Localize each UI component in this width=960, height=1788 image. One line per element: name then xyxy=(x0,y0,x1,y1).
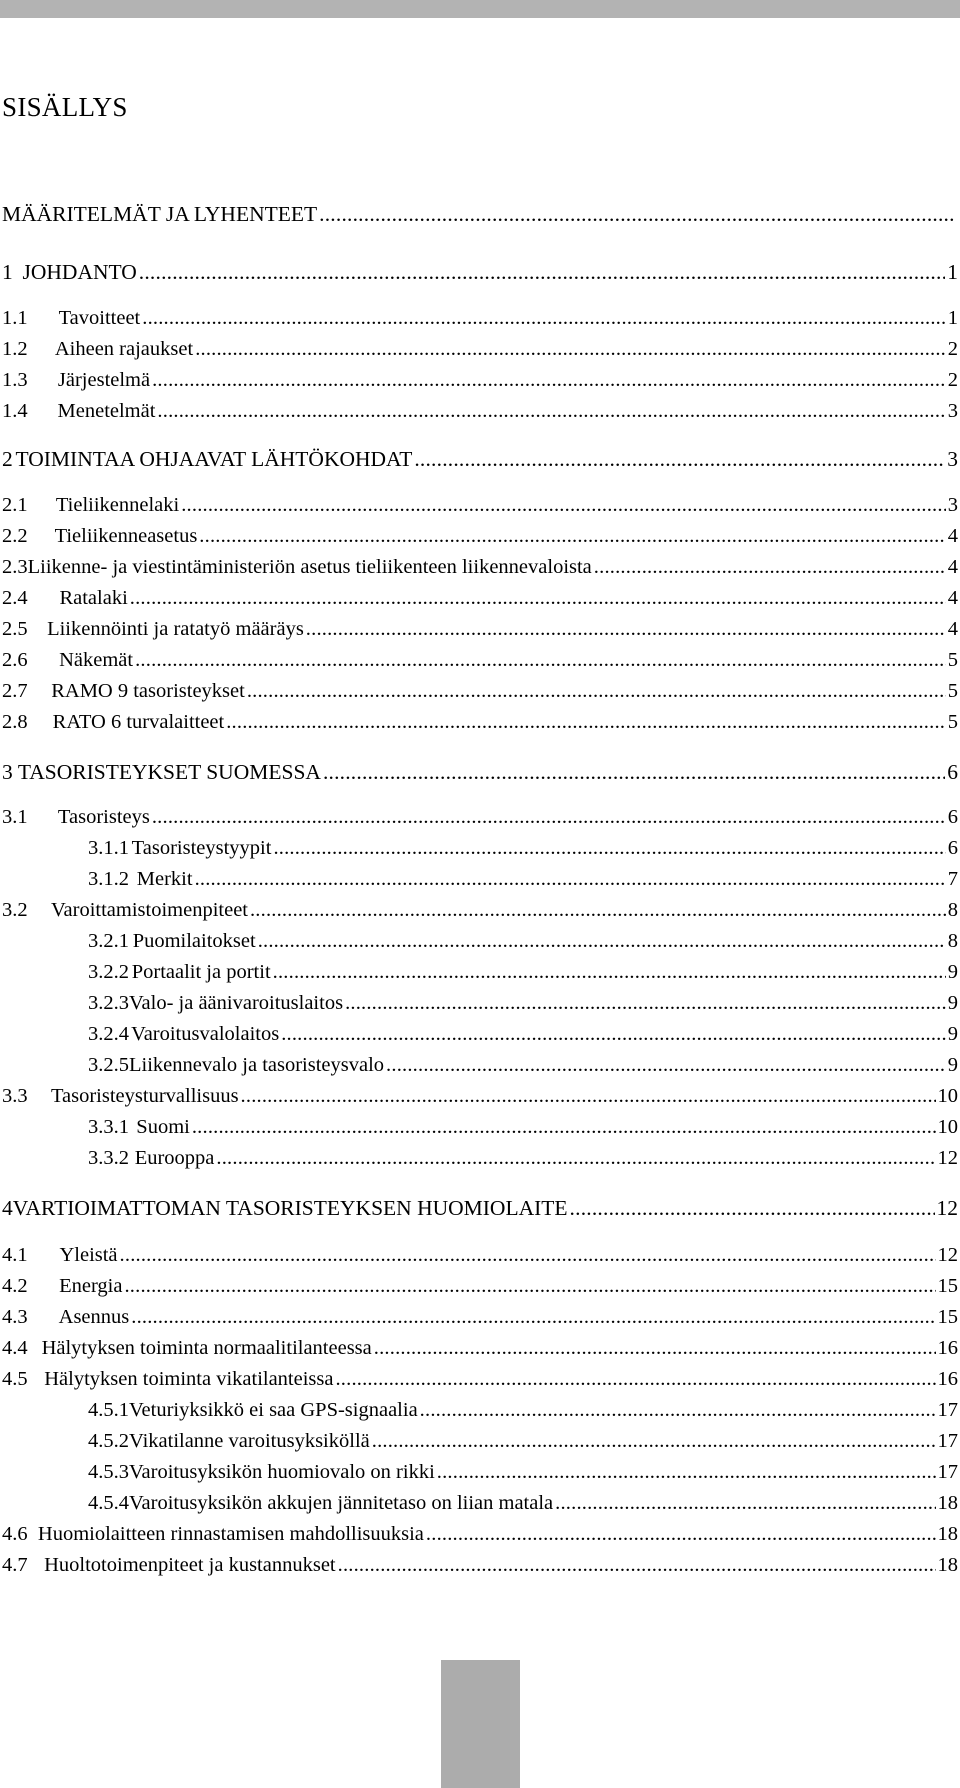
toc-entry-page-number: 1 xyxy=(947,260,958,284)
toc-dot-leader xyxy=(281,1023,946,1046)
toc-entry-title: Hälytyksen toiminta normaalitilanteessa xyxy=(41,1337,372,1359)
toc-entry-number: 3.1 xyxy=(2,806,28,828)
toc-entry-page-number: 18 xyxy=(937,1492,958,1514)
toc-entry-number: 2 xyxy=(2,447,13,471)
toc-entry-page-number: 6 xyxy=(947,806,958,828)
toc-entry-title: TOIMINTAA OHJAAVAT LÄHTÖKOHDAT xyxy=(15,447,413,471)
toc-entry-number: 1.2 xyxy=(2,338,28,360)
toc-entry[interactable] xyxy=(2,1306,958,1332)
toc-dot-leader xyxy=(306,618,946,641)
toc-entry-title: Varoittamistoimenpiteet xyxy=(51,899,248,921)
toc-entry-title: Varoitusyksikön huomiovalo on rikki xyxy=(129,1461,435,1483)
toc-entry[interactable] xyxy=(2,806,958,832)
toc-entry[interactable] xyxy=(88,930,958,956)
page-title: SISÄLLYS xyxy=(2,92,128,122)
toc-entry[interactable] xyxy=(88,1461,958,1487)
toc-entry-number: 4.5.3 xyxy=(88,1461,129,1483)
toc-entry-number: 3.2.5 xyxy=(88,1054,129,1076)
toc-entry-title: JOHDANTO xyxy=(22,260,137,284)
toc-entry-title: Vikatilanne varoitusyksiköllä xyxy=(129,1430,370,1452)
toc-entry[interactable] xyxy=(2,1337,958,1363)
toc-entry-number: 3 xyxy=(2,760,13,784)
toc-dot-leader xyxy=(372,1430,936,1453)
toc-entry-page-number: 4 xyxy=(947,587,958,609)
toc-entry-title: Hälytyksen toiminta vikatilanteissa xyxy=(44,1368,334,1390)
toc-entry-page-number: 9 xyxy=(947,1023,958,1045)
toc-entry[interactable] xyxy=(88,1430,958,1456)
toc-entry[interactable] xyxy=(88,992,958,1018)
toc-dot-leader xyxy=(124,1275,935,1298)
toc-dot-leader xyxy=(216,1147,935,1170)
toc-entry[interactable] xyxy=(2,680,958,706)
toc-entry-page-number: 15 xyxy=(937,1275,958,1297)
toc-entry-page-number: 3 xyxy=(947,400,958,422)
toc-entry-title: RATO 6 turvalaitteet xyxy=(52,711,225,733)
toc-entry-title: Tasoristeysturvallisuus xyxy=(50,1085,239,1107)
toc-entry[interactable] xyxy=(2,1244,958,1270)
toc-entry-number: 4.4 xyxy=(2,1337,28,1359)
toc-entry-title: Näkemät xyxy=(59,649,134,671)
toc-entry-page-number: 18 xyxy=(937,1554,958,1576)
toc-dot-leader xyxy=(258,930,946,953)
toc-entry-page-number: 1 xyxy=(947,307,958,329)
toc-entry-number: 1.4 xyxy=(2,400,28,422)
toc-entry-page-number: 3 xyxy=(947,494,958,516)
toc-entry[interactable] xyxy=(2,711,958,737)
toc-entry-number: 4.6 xyxy=(2,1523,28,1545)
toc-dot-leader xyxy=(273,961,946,984)
toc-dot-leader xyxy=(195,868,946,891)
toc-entry-page-number: 5 xyxy=(947,680,958,702)
toc-entry-number: 4.7 xyxy=(2,1554,28,1576)
toc-entry-number: 2.1 xyxy=(2,494,28,516)
toc-entry-number: 2.6 xyxy=(2,649,28,671)
toc-entry[interactable] xyxy=(88,837,958,863)
toc-entry[interactable] xyxy=(88,961,958,987)
toc-entry-page-number: 18 xyxy=(937,1523,958,1545)
toc-entry-title: Merkit xyxy=(136,868,193,890)
toc-dot-leader xyxy=(345,992,946,1015)
toc-entry-title: Portaalit ja portit xyxy=(131,961,271,983)
toc-entry[interactable] xyxy=(88,1023,958,1049)
toc-entry[interactable] xyxy=(2,369,958,395)
toc-entry-page-number: 5 xyxy=(947,711,958,733)
toc-entry-title: Yleistä xyxy=(59,1244,118,1266)
toc-dot-leader xyxy=(570,1196,935,1221)
toc-entry-title: Tasoristeystyypit xyxy=(131,837,272,859)
toc-entry-number: 1 xyxy=(2,260,13,284)
toc-entry-title: Valo- ja äänivaroituslaitos xyxy=(129,992,344,1014)
toc-entry[interactable] xyxy=(2,1196,958,1222)
toc-entry-number: 4.5.2 xyxy=(88,1430,129,1452)
toc-entry-title: Liikennevalo ja tasoristeysvalo xyxy=(129,1054,385,1076)
toc-entry[interactable] xyxy=(2,1523,958,1549)
toc-dot-leader xyxy=(226,711,946,734)
toc-dot-leader xyxy=(135,649,946,672)
toc-dot-leader xyxy=(195,338,946,361)
toc-entry-title: Varoitusvalolaitos xyxy=(131,1023,280,1045)
toc-entry-number: 4 xyxy=(2,1196,13,1220)
toc-entry[interactable] xyxy=(88,1054,958,1080)
toc-entry[interactable] xyxy=(2,1275,958,1301)
toc-entry[interactable] xyxy=(2,494,958,520)
toc-entry[interactable] xyxy=(2,1368,958,1394)
toc-entry-page-number: 2 xyxy=(947,369,958,391)
toc-dot-leader xyxy=(142,307,946,330)
toc-entry-title: Suomi xyxy=(136,1116,190,1138)
toc-entry-page-number: 4 xyxy=(947,618,958,640)
toc-entry-title: Menetelmät xyxy=(57,400,156,422)
toc-entry-number: 4.5.4 xyxy=(88,1492,129,1514)
toc-entry-page-number: 5 xyxy=(947,649,958,671)
toc-entry-page-number: 4 xyxy=(947,525,958,547)
toc-dot-leader xyxy=(152,806,946,829)
toc-entry-page-number: 12 xyxy=(937,1147,958,1169)
toc-entry-title: Varoitusyksikön akkujen jännitetaso on liian matala xyxy=(129,1492,554,1514)
toc-entry-number: 2.5 xyxy=(2,618,28,640)
toc-entry-page-number: 9 xyxy=(947,992,958,1014)
toc-entry-title: Tasoristeys xyxy=(57,806,150,828)
toc-dot-leader xyxy=(152,369,946,392)
toc-entry-number: 3.2.4 xyxy=(88,1023,129,1045)
toc-entry-title: Tavoitteet xyxy=(58,307,141,329)
toc-entry[interactable] xyxy=(2,1554,958,1580)
toc-entry-number: 4.5.1 xyxy=(88,1399,129,1421)
toc-entry[interactable] xyxy=(2,525,958,551)
toc-entry[interactable] xyxy=(2,760,958,786)
toc-entry-title: Puomilaitokset xyxy=(132,930,256,952)
toc-entry[interactable] xyxy=(2,202,958,228)
toc-entry-title: Ratalaki xyxy=(59,587,128,609)
toc-dot-leader xyxy=(437,1461,936,1484)
toc-entry-number: 2.2 xyxy=(2,525,28,547)
toc-entry-number: 3.2.2 xyxy=(88,961,129,983)
toc-dot-leader xyxy=(420,1399,936,1422)
toc-entry[interactable] xyxy=(2,447,958,473)
toc-entry-page-number: 9 xyxy=(947,1054,958,1076)
toc-dot-leader xyxy=(157,400,945,423)
toc-entry-title: Liikenne- ja viestintäministeriön asetus tieliikenteen liikennevaloista xyxy=(27,556,592,578)
toc-entry-title: VARTIOIMATTOMAN TASORISTEYKSEN HUOMIOLAITE xyxy=(12,1196,568,1220)
toc-entry-page-number: 10 xyxy=(937,1116,958,1138)
toc-entry-title: MÄÄRITELMÄT JA LYHENTEET xyxy=(2,202,318,226)
toc-entry-number: 1.3 xyxy=(2,369,28,391)
toc-entry-title: Tieliikenneasetus xyxy=(54,525,198,547)
toc-dot-leader xyxy=(192,1116,936,1139)
toc-dot-leader xyxy=(120,1244,936,1267)
toc-dot-leader xyxy=(241,1085,936,1108)
page-footer-block xyxy=(441,1660,520,1788)
toc-entry-number: 2.7 xyxy=(2,680,28,702)
toc-entry-number: 4.5 xyxy=(2,1368,28,1390)
toc-dot-leader xyxy=(594,556,946,579)
toc-entry-number: 3.1.1 xyxy=(88,837,129,859)
toc-entry[interactable] xyxy=(88,1492,958,1518)
toc-entry-number: 3.2.3 xyxy=(88,992,129,1014)
toc-entry-number: 4.2 xyxy=(2,1275,28,1297)
toc-entry-title: Liikennöinti ja ratatyö määräys xyxy=(47,618,304,640)
toc-entry[interactable] xyxy=(2,649,958,675)
toc-dot-leader xyxy=(181,494,946,517)
toc-dot-leader xyxy=(323,760,945,785)
toc-dot-leader xyxy=(131,1306,935,1329)
toc-dot-leader xyxy=(335,1368,935,1391)
toc-dot-leader xyxy=(338,1554,936,1577)
toc-entry-title: Aiheen rajaukset xyxy=(54,338,194,360)
toc-dot-leader xyxy=(247,680,946,703)
toc-entry-number: 3.1.2 xyxy=(88,868,129,890)
toc-dot-leader xyxy=(199,525,945,548)
toc-entry[interactable] xyxy=(2,899,958,925)
toc-entry[interactable] xyxy=(2,618,958,644)
toc-entry-page-number: 17 xyxy=(937,1399,958,1421)
toc-entry[interactable] xyxy=(88,1116,958,1142)
toc-dot-leader xyxy=(414,447,945,472)
toc-entry-page-number: 17 xyxy=(937,1461,958,1483)
toc-entry-number: 2.8 xyxy=(2,711,28,733)
toc-dot-leader xyxy=(130,587,946,610)
toc-entry-number: 3.2 xyxy=(2,899,28,921)
toc-entry[interactable] xyxy=(2,307,958,333)
toc-entry[interactable] xyxy=(2,1085,958,1111)
toc-entry-page-number: 16 xyxy=(937,1337,958,1359)
toc-entry-number: 2.3 xyxy=(2,556,28,578)
toc-dot-leader xyxy=(426,1523,936,1546)
toc-entry-page-number: 4 xyxy=(947,556,958,578)
toc-entry-number: 3.2.1 xyxy=(88,930,129,952)
toc-entry-title: RAMO 9 tasoristeykset xyxy=(51,680,245,702)
toc-dot-leader xyxy=(139,260,945,285)
toc-entry-title: Tieliikennelaki xyxy=(55,494,180,516)
toc-entry-number: 1.1 xyxy=(2,307,28,329)
toc-entry-title: Järjestelmä xyxy=(57,369,151,391)
toc-entry-title: Asennus xyxy=(58,1306,130,1328)
toc-entry-page-number: 17 xyxy=(937,1430,958,1452)
toc-entry[interactable] xyxy=(88,868,958,894)
toc-entry-title: TASORISTEYKSET SUOMESSA xyxy=(17,760,321,784)
toc-entry[interactable] xyxy=(88,1147,958,1173)
toc-dot-leader xyxy=(319,202,956,227)
toc-entry-page-number: 9 xyxy=(947,961,958,983)
toc-entry-page-number: 12 xyxy=(937,1244,958,1266)
toc-entry-page-number: 8 xyxy=(947,899,958,921)
toc-entry-number: 4.1 xyxy=(2,1244,28,1266)
toc-entry-title: Veturiyksikkö ei saa GPS-signaalia xyxy=(129,1399,418,1421)
toc-entry-number: 3.3 xyxy=(2,1085,28,1107)
toc-entry-page-number: 3 xyxy=(947,447,958,471)
toc-entry-title: Huomiolaitteen rinnastamisen mahdollisuuksia xyxy=(37,1523,424,1545)
toc-entry-page-number: 16 xyxy=(937,1368,958,1390)
toc-entry-page-number: 6 xyxy=(947,760,958,784)
toc-dot-leader xyxy=(273,837,945,860)
toc-entry-number: 4.3 xyxy=(2,1306,28,1328)
toc-entry-page-number: 2 xyxy=(947,338,958,360)
toc-entry[interactable] xyxy=(2,587,958,613)
toc-entry-page-number: 7 xyxy=(947,868,958,890)
toc-dot-leader xyxy=(555,1492,935,1515)
toc-dot-leader xyxy=(386,1054,946,1077)
toc-entry-number: 3.3.1 xyxy=(88,1116,129,1138)
toc-entry-number: 2.4 xyxy=(2,587,28,609)
toc-entry-page-number: 12 xyxy=(936,1196,958,1220)
toc-entry-title: Huoltotoimenpiteet ja kustannukset xyxy=(44,1554,336,1576)
toc-entry[interactable] xyxy=(88,1399,958,1425)
toc-entry-page-number: 6 xyxy=(947,837,958,859)
toc-entry-page-number: 10 xyxy=(937,1085,958,1107)
toc-entry-page-number: 8 xyxy=(947,930,958,952)
toc-entry[interactable] xyxy=(2,556,958,582)
toc-entry[interactable] xyxy=(2,338,958,364)
toc-entry[interactable] xyxy=(2,400,958,426)
toc-entry-title: Eurooppa xyxy=(134,1147,215,1169)
toc-dot-leader xyxy=(374,1337,936,1360)
toc-entry-number: 3.3.2 xyxy=(88,1147,129,1169)
toc-entry[interactable] xyxy=(2,260,958,286)
toc-dot-leader xyxy=(250,899,946,922)
toc-entry-page-number: 15 xyxy=(937,1306,958,1328)
toc-entry-title: Energia xyxy=(59,1275,123,1297)
